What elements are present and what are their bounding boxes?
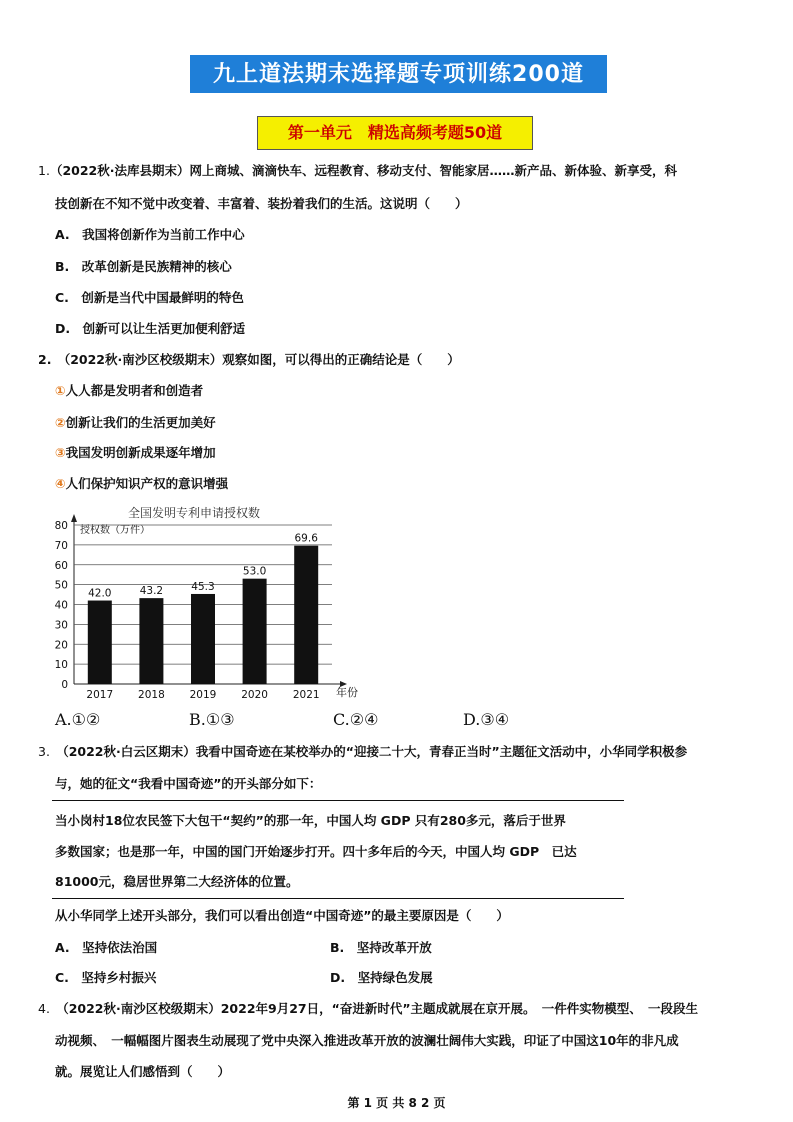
- document-title: 九上道法期末选择题专项训练200道: [190, 55, 607, 93]
- bar-value-label: 53.0: [242, 565, 267, 578]
- question-2-answer-c: C.②④: [333, 710, 379, 729]
- item-text-3: 我国发明创新成果逐年增加: [65, 445, 216, 460]
- item-text-4: 人们保护知识产权的意识增强: [65, 476, 229, 491]
- y-tick-label: 70: [54, 539, 68, 552]
- question-1-line-1: [38, 163, 677, 179]
- y-tick-label: 40: [54, 599, 68, 612]
- patent-bar-chart: [40, 503, 370, 708]
- y-tick-label: 0: [61, 679, 68, 691]
- question-2-line-1: [38, 352, 460, 368]
- chart-x-axis-label: 年份: [336, 686, 358, 699]
- question-3-prompt: 从小华同学上述开头部分，我们可以看出创造“中国奇迹”的最主要原因是（ ）: [55, 908, 509, 923]
- question-4-line-1: [38, 1001, 698, 1017]
- x-tick-label: 2020: [241, 689, 268, 701]
- item-text-1: 人人都是发明者和创造者: [65, 383, 204, 398]
- bar-value-label: 42.0: [88, 587, 112, 600]
- question-2-answer-d: D.③④: [463, 710, 510, 729]
- bar: [294, 546, 318, 684]
- question-4-text: （2022秋·南沙区校级期末）2022年9月27日，“奋进新时代”主题成就展在京开展。 一件件实物模型、 一段段生: [49, 1001, 699, 1016]
- bar-value-label: 43.2: [139, 585, 164, 598]
- bar: [191, 594, 215, 684]
- question-4-line-3: 就。展览让人们感悟到（ ）: [55, 1064, 231, 1079]
- unit-heading: 第一单元 精选高频考题50道: [257, 116, 533, 150]
- question-1-option-d: D. 创新可以让生活更加便利舒适: [55, 321, 246, 336]
- question-2-item-2: [55, 415, 216, 431]
- question-2-text: （2022秋·南沙区校级期末）观察如图，可以得出的正确结论是（ ）: [51, 352, 460, 367]
- item-marker-2: ②: [55, 415, 66, 430]
- page-footer: 第 1 页 共 8 2 页: [347, 1096, 446, 1110]
- bar-value-label: 45.3: [191, 580, 215, 593]
- item-marker-1: ①: [55, 383, 66, 398]
- question-1-number: 1.: [38, 163, 50, 178]
- question-3-option-a: A. 坚持依法治国: [55, 940, 158, 955]
- question-3-number: 3.: [38, 744, 50, 759]
- question-1-option-a: A. 我国将创新作为当前工作中心: [55, 227, 245, 242]
- question-4-line-2: 动视频、 一幅幅图片图表生动展现了党中央深入推进改革开放的波澜壮阔伟大实践，印证了中国这10年的非凡成: [55, 1033, 679, 1048]
- excerpt-bottom-rule: [52, 898, 624, 899]
- question-3-option-c: C. 坚持乡村振兴: [55, 970, 157, 985]
- x-tick-label: 2021: [292, 689, 320, 701]
- excerpt-top-rule: [52, 800, 624, 801]
- question-2-item-3: [55, 445, 216, 461]
- item-marker-3: ③: [55, 445, 66, 460]
- question-4-number: 4.: [38, 1001, 50, 1016]
- x-tick-label: 2017: [86, 689, 114, 701]
- question-3-text: （2022秋·白云区期末）我看中国奇迹在某校举办的“迎接二十大，青春正当时”主题征文活动中，小华同学积极参: [49, 744, 688, 759]
- question-1-option-b: B. 改革创新是民族精神的核心: [55, 259, 232, 274]
- y-tick-label: 60: [54, 559, 68, 572]
- bar-value-label: 69.6: [294, 532, 318, 545]
- question-1-line-2: 技创新在不知不觉中改变着、丰富着、装扮着我们的生活。这说明（ ）: [55, 196, 468, 211]
- excerpt-line-2: 多数国家；也是那一年，中国的国门开始逐步打开。四十多年后的今天，中国人均 GDP 已达: [55, 844, 577, 859]
- chart-y-axis-label: 授权数（万件）: [80, 525, 150, 536]
- y-tick-label: 80: [54, 520, 68, 532]
- question-1-text: （2022秋·法库县期末）网上商城、滴滴快车、远程教育、移动支付、智能家居……新产品、新体验、新享受，科: [49, 163, 677, 178]
- question-2-answer-a: A.①②: [55, 710, 101, 729]
- excerpt-line-3: 81000元，稳居世界第二大经济体的位置。: [55, 874, 299, 889]
- question-2-answer-b: B.①③: [189, 710, 235, 729]
- y-tick-label: 20: [54, 639, 68, 652]
- question-2-number: 2.: [38, 352, 52, 367]
- bar: [243, 579, 267, 684]
- item-marker-4: ④: [55, 476, 66, 491]
- question-1-option-c: C. 创新是当代中国最鲜明的特色: [55, 290, 244, 305]
- question-2-item-1: [55, 383, 203, 399]
- y-axis-arrow: [71, 514, 77, 522]
- y-tick-label: 30: [54, 619, 68, 632]
- x-tick-label: 2018: [138, 689, 165, 701]
- question-3-option-b: B. 坚持改革开放: [330, 940, 432, 955]
- question-2-item-4: [55, 476, 228, 492]
- y-tick-label: 10: [54, 659, 68, 672]
- y-tick-label: 50: [54, 579, 68, 592]
- bar: [139, 598, 163, 684]
- x-tick-label: 2019: [189, 689, 217, 701]
- question-3-option-d: D. 坚持绿色发展: [330, 970, 433, 985]
- question-3-line-2: 与，她的征文“我看中国奇迹”的开头部分如下：: [55, 776, 322, 791]
- question-3-line-1: [38, 744, 687, 760]
- excerpt-line-1: 当小岗村18位农民签下大包干“契约”的那一年，中国人均 GDP 只有280多元，落后于世界: [55, 813, 566, 828]
- item-text-2: 创新让我们的生活更加美好: [65, 415, 216, 430]
- bar: [88, 601, 112, 684]
- chart-title: 全国发明专利申请授权数: [128, 506, 261, 520]
